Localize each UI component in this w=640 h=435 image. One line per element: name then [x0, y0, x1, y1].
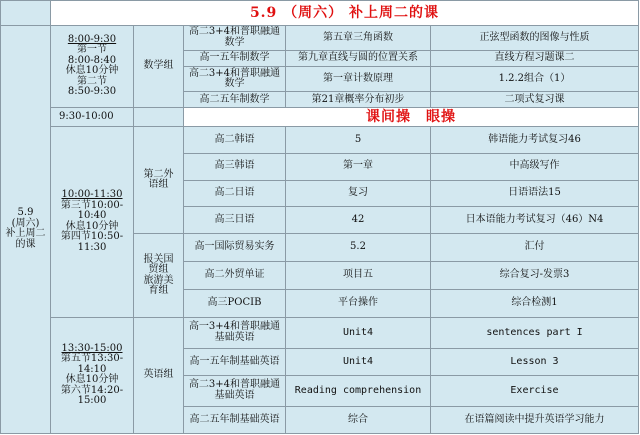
class-cell: 高三韩语 — [184, 153, 286, 180]
break-spacer — [134, 108, 184, 127]
content-cell: 韩语能力考试复习46 — [431, 127, 639, 154]
group-math: 数学组 — [134, 25, 184, 108]
topic-cell: 5.2 — [286, 234, 431, 262]
class-cell: 高二3+4和普职融通数学 — [184, 66, 286, 92]
class-cell: 高二日语 — [184, 180, 286, 207]
break-label: 课间操 眼操 — [184, 108, 639, 127]
topic-cell: 42 — [286, 207, 431, 234]
content-cell: 1.2.2组合（1） — [431, 66, 639, 92]
content-cell: 汇付 — [431, 234, 639, 262]
time-slot-midmorning: 10:00-11:30 第三节10:00- 10:40 休息10分钟 第四节10:50- 11:30 — [51, 127, 134, 318]
topic-cell: 综合 — [286, 407, 431, 434]
content-cell: 日本语能力考试复习（46）N4 — [431, 207, 639, 234]
topic-cell: 第五章三角函数 — [286, 25, 431, 51]
topic-cell: 第九章直线与圆的位置关系 — [286, 51, 431, 67]
break-time: 9:30-10:00 — [51, 108, 134, 127]
time-slot-afternoon: 13:30-15:00 第五节13:30- 14:10 休息10分钟 第六节14:20- 15:00 — [51, 317, 134, 433]
time-slot-morning: 8:00-9:30 第一节 8:00-8:40 休息10分钟 第二节 8:50-9:30 — [51, 25, 134, 108]
content-cell: 二项式复习课 — [431, 92, 639, 108]
class-cell: 高二外贸单证 — [184, 262, 286, 290]
content-cell: 日语语法15 — [431, 180, 639, 207]
class-cell: 高三POCIB — [184, 289, 286, 317]
class-cell: 高二五年制数学 — [184, 92, 286, 108]
table-row — [1, 25, 639, 51]
content-cell: 综合检测1 — [431, 289, 639, 317]
table-row — [1, 127, 639, 154]
topic-cell: Unit4 — [286, 349, 431, 376]
class-cell: 高二3+4和普职融通基础英语 — [184, 375, 286, 406]
class-cell: 高一国际贸易实务 — [184, 234, 286, 262]
content-cell: sentences part I — [431, 317, 639, 348]
topic-cell: 项目五 — [286, 262, 431, 290]
content-cell: Lesson 3 — [431, 349, 639, 376]
topic-cell: 复习 — [286, 180, 431, 207]
class-cell: 高二五年制基础英语 — [184, 407, 286, 434]
class-cell: 高二3+4和普职融通数学 — [184, 25, 286, 51]
topic-cell: 平台操作 — [286, 289, 431, 317]
content-cell: 中高级写作 — [431, 153, 639, 180]
topic-cell: 5 — [286, 127, 431, 154]
topic-cell: Reading comprehension — [286, 375, 431, 406]
title-row — [1, 1, 639, 26]
topic-cell: 第一章计数原理 — [286, 66, 431, 92]
class-cell: 高三日语 — [184, 207, 286, 234]
schedule-title: 5.9 （周六） 补上周二的课 — [51, 1, 639, 26]
class-cell: 高一3+4和普职融通基础英语 — [184, 317, 286, 348]
topic-cell: 第21章概率分布初步 — [286, 92, 431, 108]
table-row — [1, 317, 639, 348]
group-english: 英语组 — [134, 317, 184, 433]
break-row — [1, 108, 639, 127]
topic-cell: 第一章 — [286, 153, 431, 180]
class-cell: 高一五年制数学 — [184, 51, 286, 67]
group-second-language: 第二外 语组 — [134, 127, 184, 234]
content-cell: 直线方程习题课二 — [431, 51, 639, 67]
content-cell: Exercise — [431, 375, 639, 406]
content-cell: 正弦型函数的图像与性质 — [431, 25, 639, 51]
class-cell: 高二韩语 — [184, 127, 286, 154]
content-cell: 综合复习-发票3 — [431, 262, 639, 290]
title-spacer — [1, 1, 51, 26]
content-cell: 在语篇阅读中提升英语学习能力 — [431, 407, 639, 434]
group-trade-tourism: 报关国 贸组 旅游美 育组 — [134, 234, 184, 318]
class-cell: 高一五年制基础英语 — [184, 349, 286, 376]
topic-cell: Unit4 — [286, 317, 431, 348]
date-cell: 5.9 (周六) 补上周二 的课 — [1, 25, 51, 433]
